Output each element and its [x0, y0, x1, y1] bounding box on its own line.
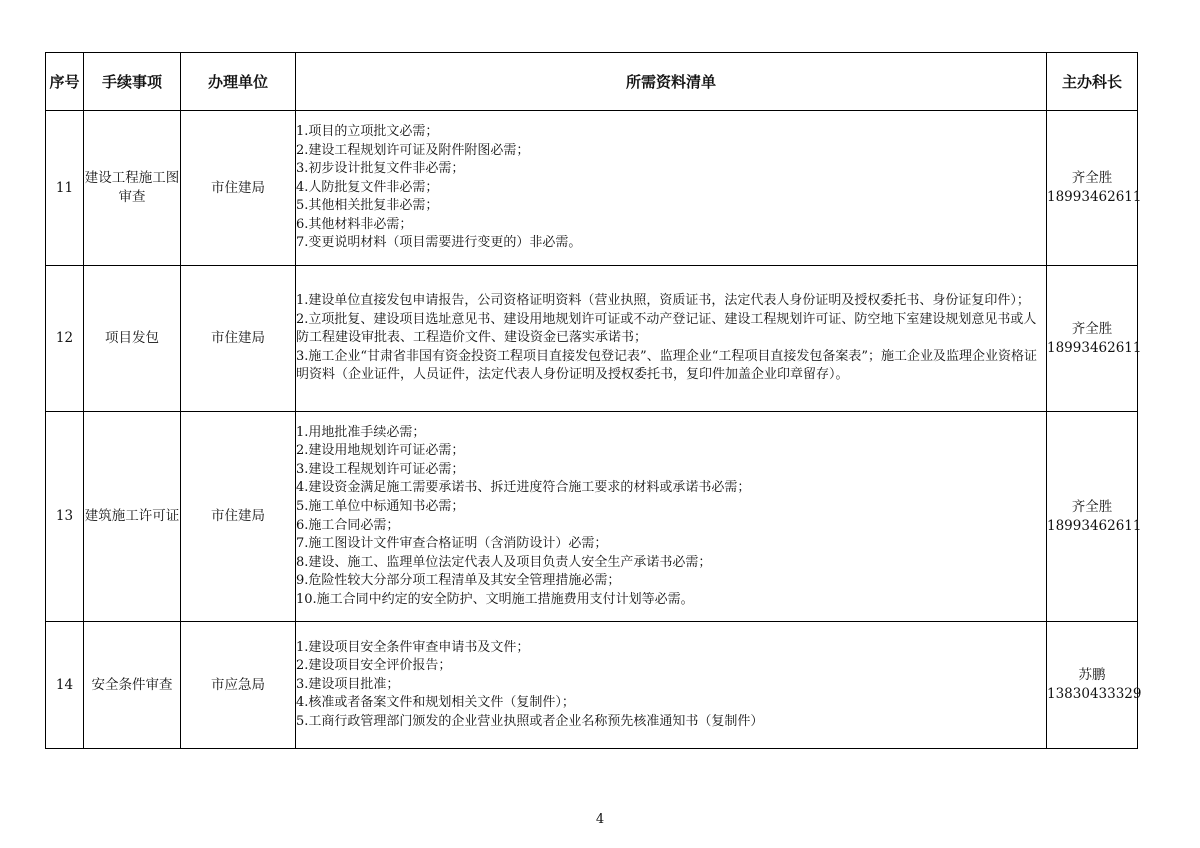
row-item: 建筑施工许可证 — [84, 412, 181, 622]
row-seq: 13 — [46, 412, 84, 622]
row-materials — [296, 622, 1047, 749]
row-unit: 市住建局 — [181, 111, 296, 266]
row-seq: 11 — [46, 111, 84, 266]
table-row — [46, 412, 1138, 622]
chief-phone: 18993462611 — [1047, 339, 1142, 356]
material-line: 6.施工合同必需； — [296, 517, 400, 533]
material-line: 3.初步设计批复文件非必需； — [296, 161, 465, 177]
chief-phone: 18993462611 — [1047, 189, 1142, 205]
chief-name: 齐全胜 — [1071, 320, 1113, 337]
row-unit: 市住建局 — [181, 266, 296, 412]
material-line: 2.立项批复、建设项目选址意见书、建设用地规划许可证或不动产登记证、建设工程规划许可证、防空地下室建设规划意见书或人防工程建设审批表、工程造价文件、建设资金已落实承诺书； — [296, 311, 1037, 346]
chief-name: 齐全胜 — [1071, 498, 1113, 515]
material-line: 10.施工合同中约定的安全防护、文明施工措施费用支付计划等必需。 — [296, 591, 694, 607]
material-line: 4.人防批复文件非必需； — [296, 179, 439, 195]
material-line: 5.其他相关批复非必需； — [296, 198, 439, 214]
material-line: 3.建设项目批准； — [296, 676, 400, 692]
material-line: 2.建设项目安全评价报告； — [296, 658, 452, 674]
material-line: 7.变更说明材料（项目需要进行变更的）非必需。 — [296, 235, 582, 251]
material-line: 2.建设工程规划许可证及附件附图必需； — [296, 142, 530, 158]
chief-phone: 13830433329 — [1047, 686, 1142, 702]
header-chief: 主办科长 — [1047, 53, 1138, 111]
material-line: 8.建设、施工、监理单位法定代表人及项目负责人安全生产承诺书必需； — [296, 554, 712, 570]
row-chief — [1047, 412, 1142, 622]
material-line: 5.施工单位中标通知书必需； — [296, 498, 465, 514]
row-unit: 市住建局 — [181, 412, 296, 622]
procedures-table — [45, 52, 1142, 749]
row-unit: 市应急局 — [181, 622, 296, 749]
row-materials — [296, 111, 1047, 266]
page-number: 4 — [595, 812, 605, 827]
material-line: 6.其他材料非必需； — [296, 216, 413, 232]
material-line: 9.危险性较大分部分项工程清单及其安全管理措施必需； — [296, 573, 621, 589]
row-chief — [1047, 622, 1142, 749]
material-line: 1.用地批准手续必需； — [296, 424, 426, 440]
table-row — [46, 622, 1138, 749]
row-seq: 12 — [46, 266, 84, 412]
row-chief — [1047, 266, 1142, 412]
row-seq: 14 — [46, 622, 84, 749]
material-line: 1.项目的立项批文必需； — [296, 123, 439, 139]
header-seq: 序号 — [46, 53, 84, 111]
material-line: 3.建设工程规划许可证必需； — [296, 461, 465, 477]
row-materials — [296, 266, 1047, 412]
chief-name: 苏鹏 — [1078, 667, 1106, 683]
material-line: 2.建设用地规划许可证必需； — [296, 443, 465, 459]
chief-phone: 18993462611 — [1047, 517, 1142, 534]
chief-name: 齐全胜 — [1071, 170, 1113, 186]
material-line: 7.施工图设计文件审查合格证明（含消防设计）必需； — [296, 536, 608, 552]
header-materials: 所需资料清单 — [296, 53, 1047, 111]
material-line: 4.建设资金满足施工需要承诺书、拆迁进度符合施工要求的材料或承诺书必需； — [296, 480, 751, 496]
table-row — [46, 111, 1138, 266]
material-line: 4.核准或者备案文件和规划相关文件（复制件）； — [296, 695, 575, 711]
row-materials — [296, 412, 1047, 622]
material-line: 1.建设单位直接发包申请报告，公司资格证明资料（营业执照，资质证书，法定代表人身份证明及授权委托书、身份证复印件）； — [296, 293, 1030, 309]
header-item: 手续事项 — [84, 53, 181, 111]
row-item: 建设工程施工图审查 — [84, 111, 181, 266]
table-row — [46, 266, 1138, 412]
material-line: 3.施工企业“甘肃省非国有资金投资工程项目直接发包登记表”、监理企业“工程项目直接发包备案表”；施工企业及监理企业资格证明资料（企业证件，人员证件，法定代表人身份证明及授权委托书，复印件加盖企业印章留存）。 — [296, 348, 1037, 383]
header-row — [46, 53, 1138, 111]
material-line: 1.建设项目安全条件审查申请书及文件； — [296, 639, 530, 655]
row-item: 项目发包 — [84, 266, 181, 412]
row-item: 安全条件审查 — [84, 622, 181, 749]
row-chief — [1047, 111, 1142, 266]
material-line: 5.工商行政管理部门颁发的企业营业执照或者企业名称预先核准通知书（复制件） — [296, 713, 764, 729]
header-unit: 办理单位 — [181, 53, 296, 111]
